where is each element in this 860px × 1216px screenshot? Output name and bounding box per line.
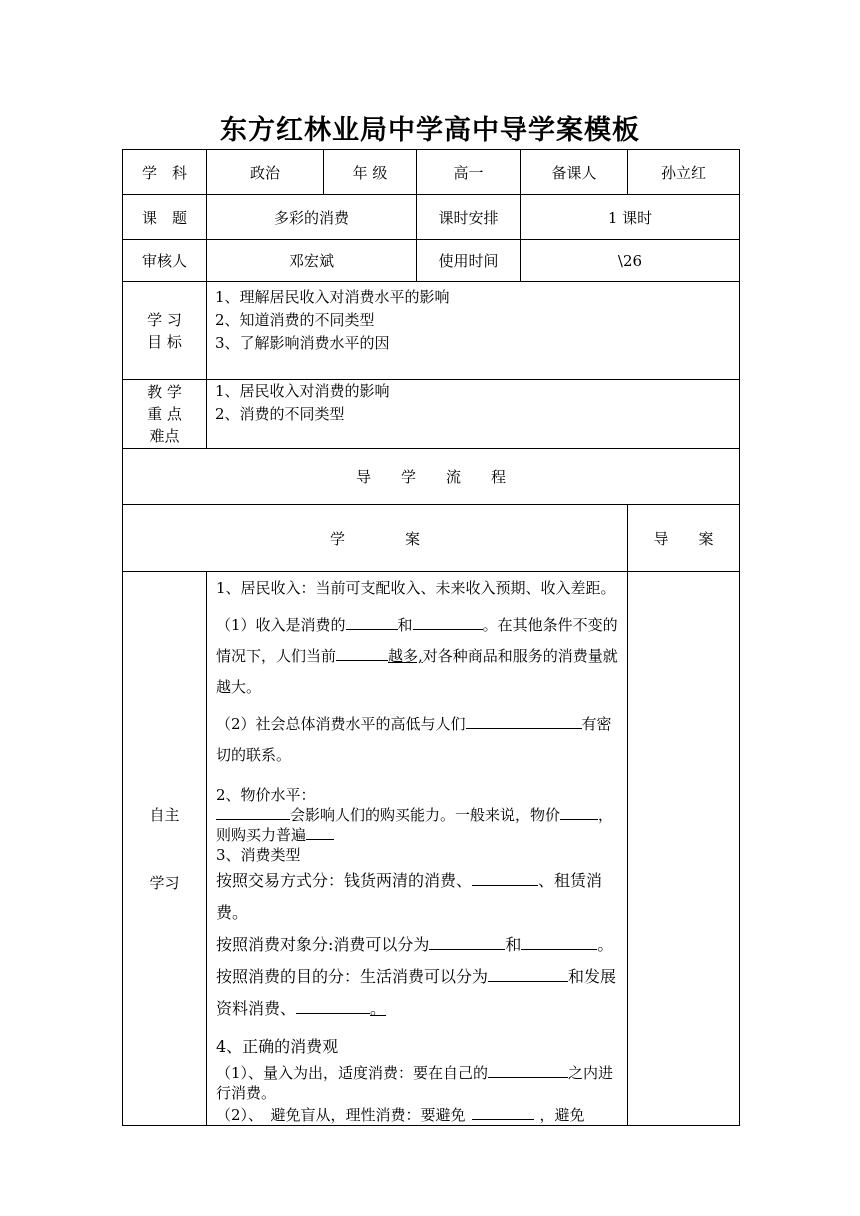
topic-value: 多彩的消费 [207, 195, 417, 240]
self-study-row [123, 572, 740, 1126]
income-point-1: （1）收入是消费的 和 。在其他条件不变的情况下，人们当前 越多,对各种商品和服务的消费量就越大。 [216, 616, 618, 696]
blank [521, 935, 597, 950]
reviewer-label: 审核人 [123, 240, 207, 282]
price-point: 会影响人们的购买能力。一般来说，物价 ，则购买力普遍 [216, 806, 614, 844]
header-row-3 [123, 240, 740, 282]
blank [488, 1063, 568, 1078]
type-by-purpose: 按照消费的目的分：生活消费可以分为 和发展资料消费、 。 [216, 967, 617, 1018]
self-study-content [207, 572, 628, 1126]
subject-value: 政治 [207, 150, 324, 195]
key-points-label-line-1: 教 学 [147, 383, 182, 401]
grade-value: 高一 [417, 150, 521, 195]
goals-label-line-2: 目 标 [147, 332, 182, 351]
blank [560, 805, 598, 820]
grade-label: 年 级 [324, 150, 417, 195]
guide-plan-header: 导 案 [628, 505, 740, 572]
key-points-row [123, 380, 740, 449]
self-study-label-line-1: 自主 [149, 805, 180, 824]
goals-content [207, 282, 740, 380]
subject-label: 学 科 [123, 150, 207, 195]
income-heading: 1、居民收入：当前可支配收入、未来收入预期、收入差距。 [216, 579, 616, 597]
guide-plan-content [628, 572, 740, 1126]
flow-heading-row [123, 449, 740, 505]
use-time-label: 使用时间 [417, 240, 521, 282]
goals-row [123, 282, 740, 380]
blank [429, 935, 505, 950]
topic-label: 课 题 [123, 195, 207, 240]
blank [488, 967, 568, 982]
goal-item: 1、理解居民收入对消费水平的影响 [215, 288, 450, 306]
hours-label: 课时安排 [417, 195, 521, 240]
key-point-item: 1、居民收入对消费的影响 [215, 382, 390, 400]
blank [296, 999, 370, 1014]
key-points-label-line-2: 重 点 [147, 405, 182, 423]
header-row-1 [123, 150, 740, 195]
blank [466, 714, 582, 729]
type-by-transaction: 按照交易方式分：钱货两清的消费、 、租赁消费。 [216, 871, 603, 922]
income-point-2: （2）社会总体消费水平的高低与人们 有密切的联系。 [216, 715, 612, 764]
key-points-content [207, 380, 740, 449]
blank [346, 615, 398, 630]
hours-value: 1 课时 [521, 195, 740, 240]
blank [336, 646, 388, 661]
blank [216, 805, 290, 820]
self-study-label [123, 572, 207, 1126]
lesson-plan-table [122, 149, 740, 1126]
goals-label [123, 282, 207, 380]
blank [472, 1105, 534, 1120]
consumption-view-heading: 4、正确的消费观 [216, 1037, 339, 1056]
blank [472, 871, 538, 886]
document-title: 东方红林业局中学高中导学案模板 [220, 115, 640, 146]
preparer-label: 备课人 [521, 150, 628, 195]
goals-label-line-1: 学 习 [147, 310, 182, 329]
column-header-row [123, 505, 740, 572]
key-point-item: 2、消费的不同类型 [215, 405, 345, 423]
study-plan-header: 学 案 [123, 505, 628, 572]
key-points-label [123, 380, 207, 449]
consumption-type-heading: 3、消费类型 [216, 846, 301, 864]
consumption-view-point-1: （1）、量入为出，适度消费：要在自己的 之内进行消费。 [216, 1064, 614, 1102]
preparer-value: 孙立红 [628, 150, 740, 195]
header-row-2 [123, 195, 740, 240]
key-points-label-line-3: 难点 [149, 427, 180, 445]
price-heading: 2、物价水平： [216, 786, 316, 804]
use-time-value: \26 [521, 240, 740, 282]
flow-heading: 导 学 流 程 [123, 449, 740, 505]
blank [306, 825, 334, 840]
reviewer-value: 邓宏斌 [207, 240, 417, 282]
blank [413, 615, 483, 630]
underlined-text: 越多, [388, 647, 423, 665]
goal-item: 2、知道消费的不同类型 [215, 311, 375, 329]
consumption-view-point-2: （2）、 避免盲从，理性消费：要避免 ，避免 [216, 1106, 585, 1124]
self-study-label-line-2: 学习 [149, 873, 180, 892]
goal-item: 3、了解影响消费水平的因 [215, 334, 390, 352]
type-by-object: 按照消费对象分:消费可以分为 和 。 [216, 935, 614, 954]
